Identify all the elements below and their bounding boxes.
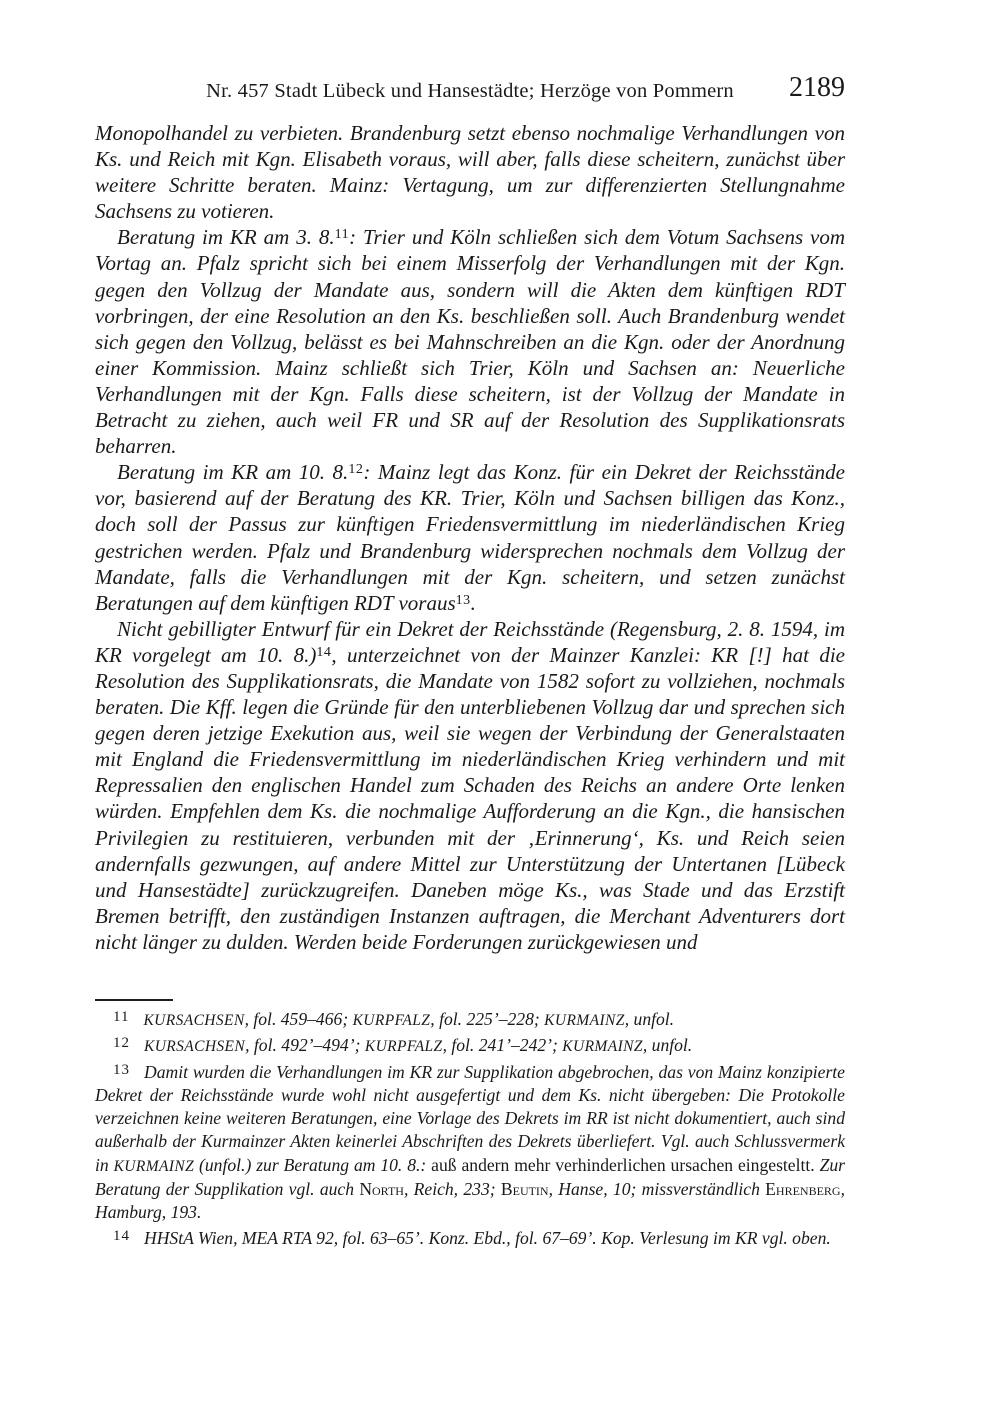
text-run: , Hanse, 10; missverständlich bbox=[548, 1179, 766, 1200]
text-run: , Hamburg, 193. bbox=[95, 1179, 845, 1223]
text-run: Beratung im KR am 10. 8. bbox=[117, 460, 349, 485]
paragraph-2 bbox=[95, 224, 845, 459]
paragraph-1 bbox=[95, 120, 845, 224]
text-run: (unfol.) zur Beratung am 10. 8.: bbox=[194, 1154, 432, 1175]
paragraph-4 bbox=[95, 616, 845, 955]
archive-siglum: KURPFALZ bbox=[364, 1038, 443, 1056]
footnote-separator-rule bbox=[95, 999, 173, 1001]
archive-siglum: KURSACHSEN bbox=[144, 1038, 246, 1056]
footnote-ref-11: 11 bbox=[334, 227, 350, 243]
text-run: , unterzeichnet von der Mainzer Kanzlei: KR [!] hat die Resolution des Supplikationsrats, die Mandate von 1582 sofort zu vollziehen, nochmals beraten. Die Kff. legen die Gründe für den unterbliebenen Vollzug dar und sprechen sich gegen deren jetzige Exekution aus, weil sie wegen der Verbindung der Generalstaaten mit England die Friedensvermittlung im niederländischen Krieg verhindern und mit Repressalien den englischen Handel zum Schaden des Reichs an andere Orte lenken würden. Empfehlen dem Ks. die nochmalige Aufforderung an die Kgn., die hansischen Privilegien zu restituieren, verbunden mit der ‚Erinnerung‘, Ks. und Reich seien andernfalls gezwungen, auf andere Mittel zur Unterstützung der Untertanen [Lübeck und Hansestädte] zurückzugreifen. Daneben möge Ks., was Stade und das Erzstift Bremen betrifft, den zuständigen Instanzen auftragen, die Merchant Adventurers dort nicht länger zu dulden. Werden beide Forderungen zurückgewiesen und bbox=[95, 642, 845, 954]
footnote-number: 11 bbox=[113, 1009, 130, 1025]
archive-siglum: KURMAINZ bbox=[113, 1157, 195, 1175]
footnote-number: 14 bbox=[113, 1227, 130, 1244]
footnotes bbox=[95, 1006, 845, 1250]
text-run: , fol. 225’–228; bbox=[430, 1009, 545, 1029]
text-run: , unfol. bbox=[642, 1035, 693, 1056]
author-name: Ehrenberg bbox=[765, 1179, 841, 1200]
text-run: HHStA Wien, MEA RTA 92, fol. 63–65’. Konz. Ebd., fol. 67–69’. Kop. Verlesung im KR vgl. oben. bbox=[144, 1227, 831, 1248]
text-run: Damit wurden die Verhandlungen im KR zur Supplikation abgebrochen, das von Mainz konzipierte Dekret der Reichsstände wurde wohl nicht ausgefertigt und dem Ks. nicht übergeben: Die Protokolle verzeichnen keine weiteren Beratungen, eine Vorlage des Dekrets im RR ist nicht dokumentiert, auch sind außerhalb der Kurmainzer Akten keinerlei Abschriften des Dekrets überliefert. Vgl. auch Schlussvermerk in bbox=[95, 1061, 845, 1175]
archive-siglum: KURMAINZ bbox=[562, 1038, 643, 1056]
footnote-14 bbox=[95, 1225, 845, 1250]
author-name: Beutin bbox=[500, 1179, 549, 1200]
text-run: , fol. 241’–242’; bbox=[442, 1035, 563, 1056]
text-run: . bbox=[470, 590, 476, 615]
text-run: , unfol. bbox=[624, 1009, 675, 1029]
archive-siglum: KURPFALZ bbox=[352, 1012, 431, 1029]
text-run: : Mainz legt das Konz. für ein Dekret der Reichsstände vor, basierend auf der Beratung des KR. Trier, Köln und Sachsen billigen das Konz., doch soll der Passus zur künftigen Friedensvermittlung im niederländischen Krieg gestrichen werden. Pfalz und Brandenburg widersprechen nochmals dem Vollzug der Mandate, falls die Verhandlungen mit der Kgn. scheitern, und setzen zunächst Beratungen auf dem künftigen RDT voraus bbox=[95, 460, 845, 615]
archive-siglum: KURMAINZ bbox=[544, 1012, 625, 1029]
page-number: 2189 bbox=[789, 72, 845, 103]
footnote-number: 12 bbox=[113, 1035, 130, 1052]
author-name: North bbox=[359, 1179, 404, 1200]
footnote-ref-12: 12 bbox=[348, 462, 364, 478]
text-run: : Trier und Köln schließen sich dem Votum Sachsens vom Vortag an. Pfalz spricht sich bei einem Misserfolg der Verhandlungen mit der Kgn. gegen den Vollzug der Mandate aus, sondern will die Akten dem künftigen RDT vorbringen, der eine Resolution an den Ks. beschließen soll. Auch Brandenburg wendet sich gegen den Vollzug, belässt es bei Mahnschreiben an die Kgn. oder der Anordnung einer Kommission. Mainz schließt sich Trier, Köln und Sachsen an: Neuerliche Verhandlungen mit der Kgn. Falls diese scheitern, ist der Vollzug der Mandate in Betracht zu ziehen, auch weil FR und SR auf der Resolution des Supplikationsrats beharren. bbox=[95, 225, 845, 459]
text-run: Beratung im KR am 3. 8. bbox=[117, 225, 335, 250]
footnote-ref-13: 13 bbox=[455, 592, 471, 608]
running-header-title: Nr. 457 Stadt Lübeck und Hansestädte; Herzöge von Pommern bbox=[206, 80, 734, 102]
footnote-13 bbox=[95, 1059, 845, 1225]
footnote-12 bbox=[95, 1032, 845, 1058]
paragraph-3 bbox=[95, 459, 845, 616]
text-run: , Reich, 233; bbox=[403, 1179, 501, 1200]
body-text bbox=[95, 120, 845, 955]
footnote-number: 13 bbox=[113, 1061, 130, 1078]
footnote-ref-14: 14 bbox=[316, 644, 332, 660]
archive-siglum: KURSACHSEN bbox=[143, 1012, 245, 1029]
text-run: , fol. 492’–494’; bbox=[245, 1035, 365, 1056]
text-run: Monopolhandel zu verbieten. Brandenburg setzt ebenso nochmalige Verhandlungen von Ks. und Reich mit Kgn. Elisabeth voraus, will aber, falls diese scheitern, zunächst über weitere Schritte beraten. Mainz: Vertagung, um zur differenzierten Stellungnahme Sachsens zu votieren. bbox=[95, 121, 845, 224]
text-run: Zur Beratung der Supplikation vgl. auch bbox=[95, 1154, 846, 1200]
footnote-11 bbox=[95, 1006, 845, 1032]
text-run: , fol. 459–466; bbox=[244, 1009, 353, 1029]
quotation-upright: auß andern mehr verhinderlichen ursachen eingesteltt. bbox=[431, 1154, 815, 1175]
text-run: Nicht gebilligter Entwurf für ein Dekret der Reichsstände (Regensburg, 2. 8. 1594, im KR vorgelegt am 10. 8.) bbox=[95, 616, 845, 667]
